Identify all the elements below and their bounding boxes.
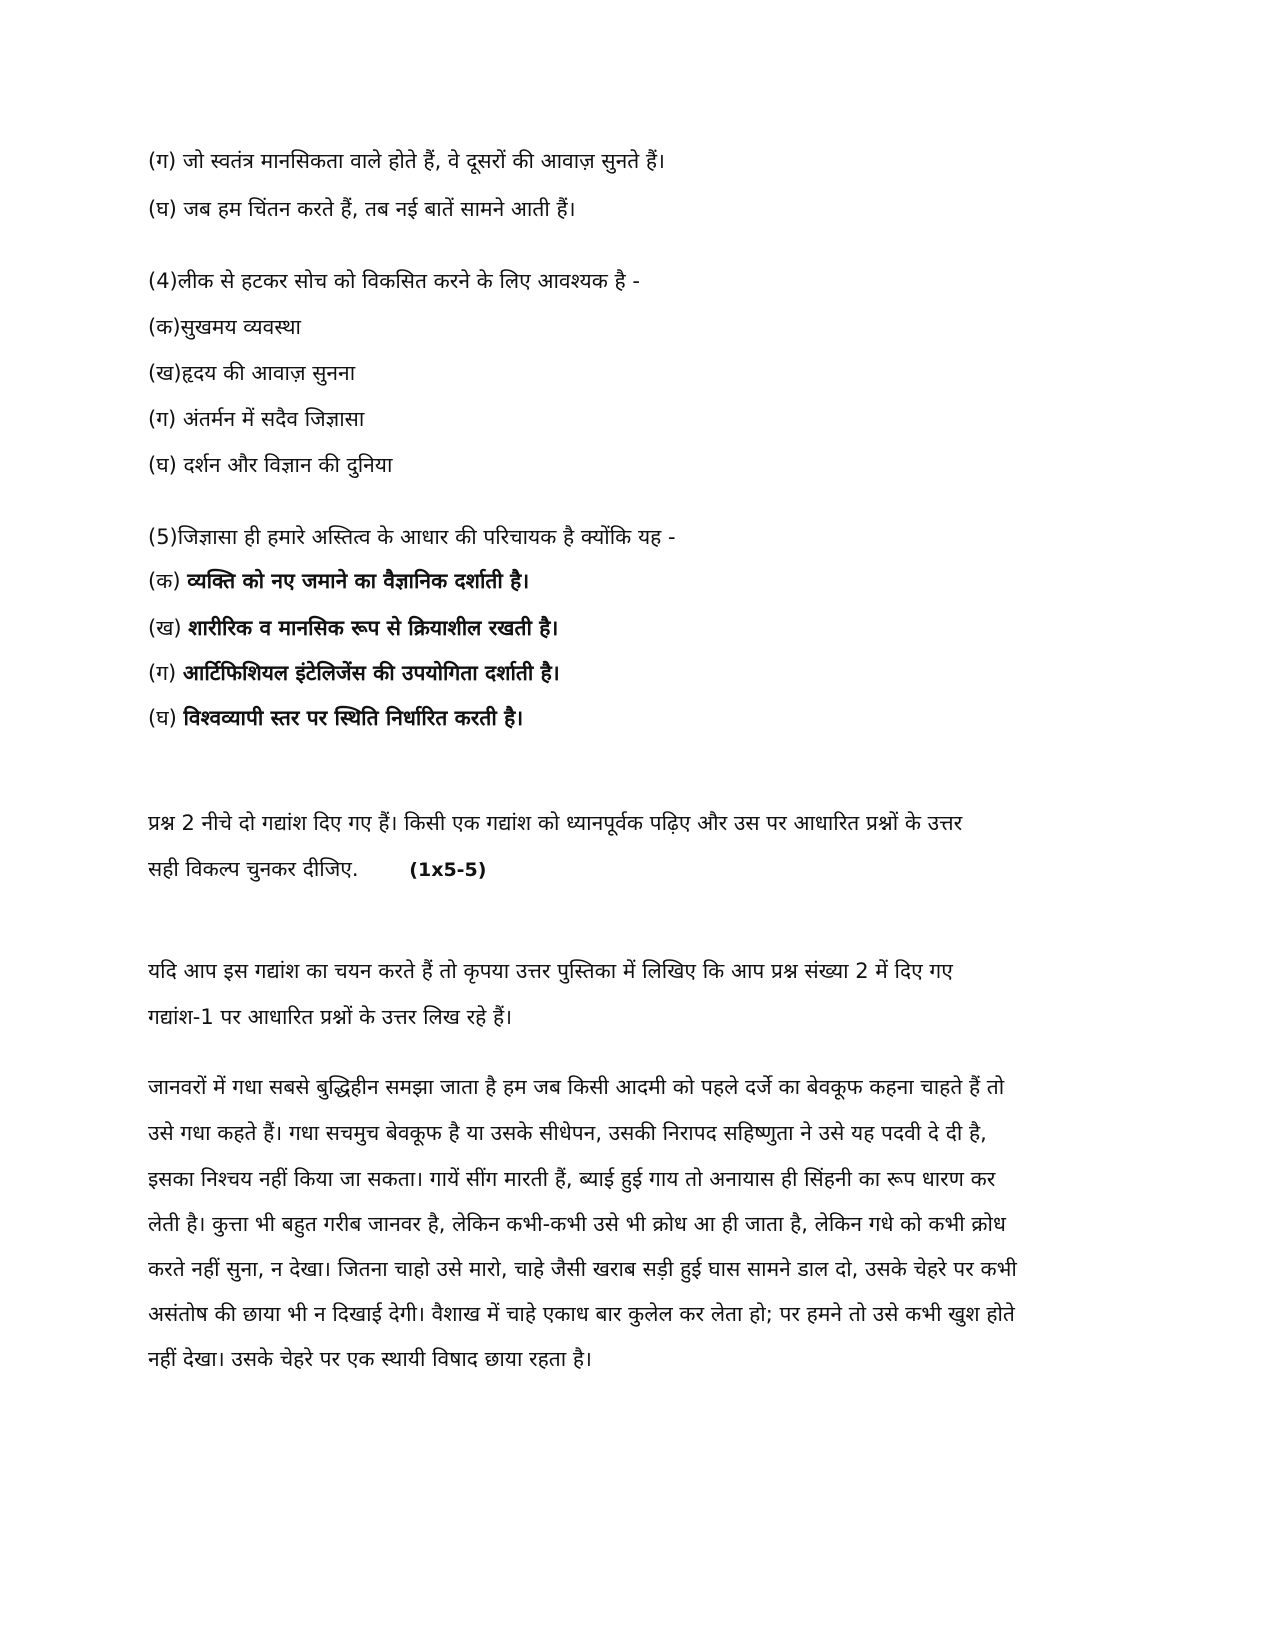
q4-question: (4)लीक से हटकर सोच को विकसित करने के लिए आवश्यक है - <box>148 269 640 293</box>
passage-line7: नहीं देखा। उसके चेहरे पर एक स्थायी विषाद छाया रहता है। <box>148 1347 592 1371</box>
question2-marks: (1x5-5) <box>409 859 487 881</box>
instruction-line2: गद्यांश-1 पर आधारित प्रश्नों के उत्तर लिख रहे हैं। <box>148 1005 513 1029</box>
q5-option-kha-text: शारीरिक व मानसिक रूप से क्रियाशील रखती है। <box>188 616 559 640</box>
q5-option-gha-label: (घ) <box>148 706 177 730</box>
q5-option-ga-text: आर्टिफिशियल इंटेलिजेंस की उपयोगिता दर्शाती है। <box>182 661 560 685</box>
q4-option-gha: (घ) दर्शन और विज्ञान की दुनिया <box>148 453 393 477</box>
passage-line3: इसका निश्चय नहीं किया जा सकता। गायें सींग मारती हैं, ब्याई हुई गाय तो अनायास ही सिंहनी का रूप धारण कर <box>148 1167 996 1191</box>
q3-option-gha: (घ) जब हम चिंतन करते हैं, तब नई बातें सामने आती हैं। <box>148 197 576 221</box>
q5-question: (5)जिज्ञासा ही हमारे अस्तित्व के आधार की परिचायक है क्योंकि यह - <box>148 525 676 549</box>
q5-option-ka-text: व्यक्ति को नए जमाने का वैज्ञानिक दर्शाती है। <box>187 569 530 593</box>
q5-option-ka-label: (क) <box>148 569 181 593</box>
question2-line1: प्रश्न 2 नीचे दो गद्यांश दिए गए हैं। किसी एक गद्यांश को ध्यानपूर्वक पढ़िए और उस पर आधारित प्रश्नों के उत्तर <box>148 811 963 835</box>
q5-option-ga-label: (ग) <box>148 661 177 685</box>
question2-line2 <box>148 854 486 885</box>
q3-option-ga: (ग) जो स्वतंत्र मानसिकता वाले होते हैं, वे दूसरों की आवाज़ सुनते हैं। <box>148 149 666 173</box>
passage-line2: उसे गधा कहते हैं। गधा सचमुच बेवकूफ है या उसके सीधेपन, उसकी निरापद सहिष्णुता ने उसे यह पदवी दे दी है, <box>148 1121 987 1145</box>
q5-option-gha <box>148 703 523 733</box>
passage-line1: जानवरों में गधा सबसे बुद्धिहीन समझा जाता है हम जब किसी आदमी को पहले दर्जे का बेवकूफ कहना चाहते हैं तो <box>148 1075 1005 1099</box>
q5-option-ka <box>148 566 529 596</box>
q5-option-kha-label: (ख) <box>148 616 182 640</box>
q4-option-kha: (ख)हृदय की आवाज़ सुनना <box>148 361 356 385</box>
passage-line5: करते नहीं सुना, न देखा। जितना चाहो उसे मारो, चाहे जैसी खराब सड़ी हुई घास सामने डाल दो, उसके चेहरे पर कभी <box>148 1257 1017 1281</box>
q5-option-kha <box>148 613 558 643</box>
q5-option-ga <box>148 658 560 688</box>
q4-option-ga: (ग) अंतर्मन में सदैव जिज्ञासा <box>148 407 365 431</box>
q5-option-gha-text: विश्वव्यापी स्तर पर स्थिति निर्धारित करती है। <box>183 706 524 730</box>
instruction-line1: यदि आप इस गद्यांश का चयन करते हैं तो कृपया उत्तर पुस्तिका में लिखिए कि आप प्रश्न संख्या 2 में दिए गए <box>148 959 953 983</box>
passage-line6: असंतोष की छाया भी न दिखाई देगी। वैशाख में चाहे एकाध बार कुलेल कर लेता हो; पर हमने तो उसे कभी खुश होते <box>148 1302 1015 1326</box>
q4-option-ka: (क)सुखमय व्यवस्था <box>148 315 301 339</box>
question2-instruction-text: सही विकल्प चुनकर दीजिए. <box>148 857 359 881</box>
passage-line4: लेती है। कुत्ता भी बहुत गरीब जानवर है, लेकिन कभी-कभी उसे भी क्रोध आ ही जाता है, लेकिन गधे को कभी क्रोध <box>148 1212 1006 1236</box>
